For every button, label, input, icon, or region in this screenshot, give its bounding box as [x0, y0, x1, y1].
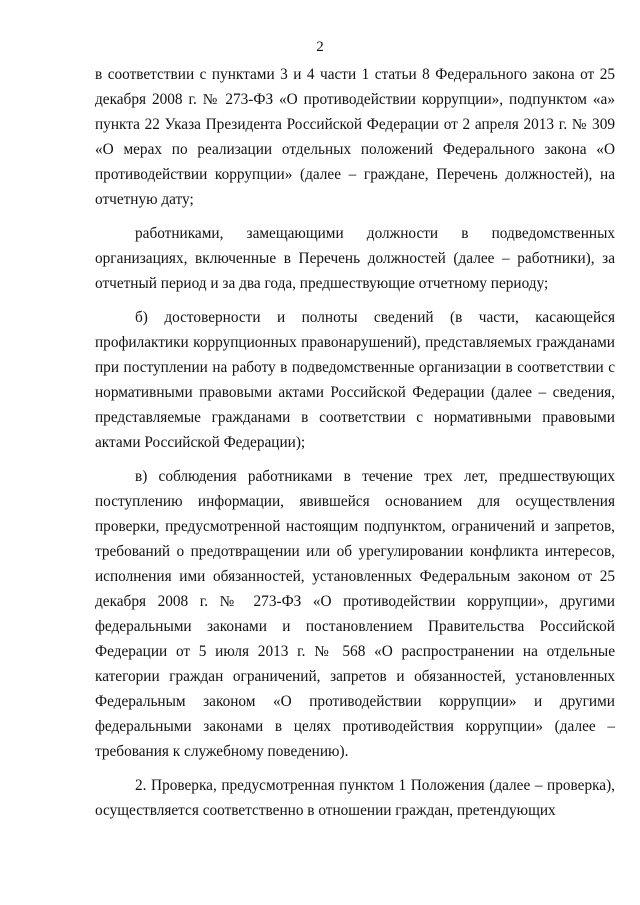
paragraph-employees: работниками, замещающими должности в подведомственных организациях, включенные в Перечень должностей (далее – работники), за отчетный период и за два года, предшествующие отчетному периоду;: [95, 225, 615, 292]
paragraph-subitem-b: б) достоверности и полноты сведений (в части, касающейся профилактики коррупционных правонарушений), представляемых гражданами при поступлении на работу в подведомственные организации в соответствии с нормативными правовыми актами Российской Федерации (далее – сведения, представляемые гражданами в соответствии с нормативными правовыми актами Российской Федерации);: [95, 309, 615, 451]
page-number: 2: [316, 39, 324, 55]
paragraph-subitem-v: в) соблюдения работниками в течение трех лет, предшествующих поступлению информации, явившейся основанием для осуществления проверки, предусмотренной настоящим подпунктом, ограничений и запретов, требований о предотвращении или об урегулировании конфликта интересов, исполнения ими обязанностей, установленных Федеральным законом от 25 декабря 2008 г. № 273-ФЗ «О противодействии коррупции», другими федеральными законами и постановлением Правительства Российской Федерации от 5 июля 2013 г. № 568 «О распространении на отдельные категории граждан ограничений, запретов и обязанностей, установленных Федеральным законом «О противодействии коррупции» и другими федеральными законами в целях противодействия коррупции» (далее – требования к служебному поведению).: [95, 468, 615, 760]
document-body: [95, 62, 615, 823]
paragraph-continuation: в соответствии с пунктами 3 и 4 части 1 статьи 8 Федерального закона от 25 декабря 2008 г. № 273-ФЗ «О противодействии коррупции», подпунктом «а» пункта 22 Указа Президента Российской Федерации от 2 апреля 2013 г. № 309 «О мерах по реализации отдельных положений Федерального закона «О противодействии коррупции» (далее – граждане, Перечень должностей), на отчетную дату;: [95, 66, 615, 208]
paragraph-item-2: 2. Проверка, предусмотренная пунктом 1 Положения (далее – проверка), осуществляется соответственно в отношении граждан, претендующих: [95, 777, 615, 819]
